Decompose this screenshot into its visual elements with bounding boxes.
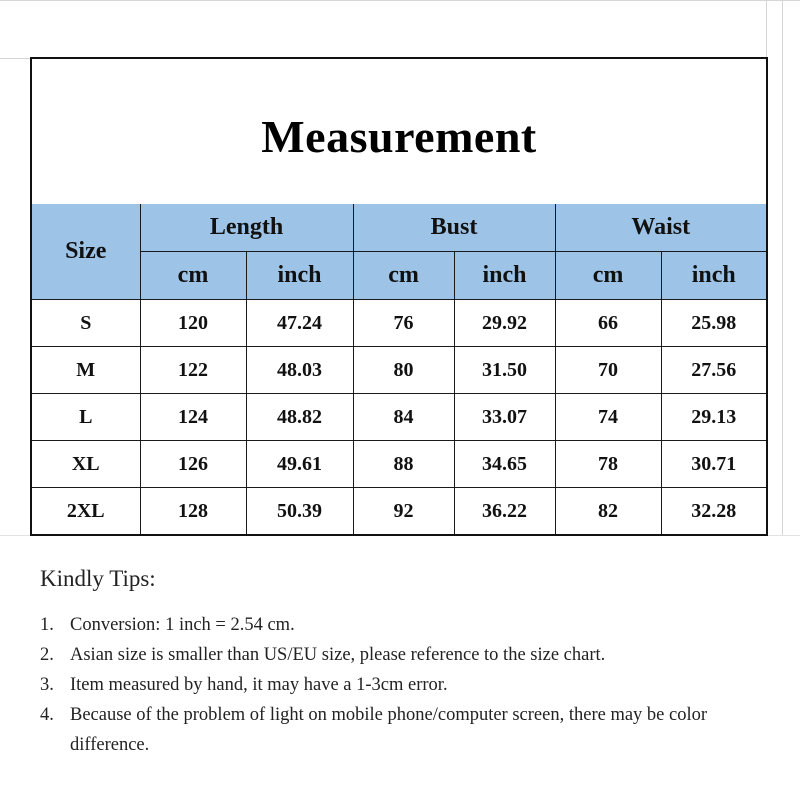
table-cell: 66 — [555, 300, 661, 347]
size-cell: 2XL — [32, 488, 140, 535]
table-cell: 76 — [353, 300, 454, 347]
length-header: Length — [140, 204, 353, 252]
unit-header: inch — [454, 252, 555, 300]
tips-heading: Kindly Tips: — [40, 566, 156, 591]
header-row-groups — [32, 204, 766, 252]
table-cell: 36.22 — [454, 488, 555, 535]
table-cell: 126 — [140, 441, 246, 488]
list-item — [40, 670, 780, 700]
table-cell: 88 — [353, 441, 454, 488]
table-cell: 124 — [140, 394, 246, 441]
measurement-chart — [30, 57, 768, 536]
table-cell: 49.61 — [246, 441, 353, 488]
table-cell: 84 — [353, 394, 454, 441]
table-row — [32, 347, 766, 394]
table-cell: 120 — [140, 300, 246, 347]
tip-text: Item measured by hand, it may have a 1-3cm error. — [70, 675, 448, 695]
guide-line — [782, 0, 783, 535]
table-row — [32, 441, 766, 488]
chart-title: Measurement — [261, 111, 537, 162]
table-row — [32, 394, 766, 441]
bust-header: Bust — [353, 204, 555, 252]
table-cell: 74 — [555, 394, 661, 441]
table-cell: 31.50 — [454, 347, 555, 394]
unit-header: cm — [555, 252, 661, 300]
table-cell: 70 — [555, 347, 661, 394]
table-cell: 34.65 — [454, 441, 555, 488]
size-table — [32, 204, 766, 534]
table-cell: 122 — [140, 347, 246, 394]
table-cell: 29.92 — [454, 300, 555, 347]
tip-text: Conversion: 1 inch = 2.54 cm. — [70, 615, 295, 635]
size-cell: M — [32, 347, 140, 394]
table-cell: 50.39 — [246, 488, 353, 535]
title-area — [32, 59, 766, 204]
size-header: Size — [32, 204, 140, 300]
table-row — [32, 300, 766, 347]
table-row — [32, 488, 766, 535]
guide-line — [0, 0, 800, 1]
header-row-units — [32, 252, 766, 300]
table-cell: 30.71 — [661, 441, 766, 488]
table-cell: 25.98 — [661, 300, 766, 347]
table-cell: 78 — [555, 441, 661, 488]
list-item — [40, 700, 780, 760]
table-cell: 29.13 — [661, 394, 766, 441]
unit-header: cm — [353, 252, 454, 300]
table-cell: 92 — [353, 488, 454, 535]
tip-number: 3. — [40, 675, 54, 695]
table-cell: 80 — [353, 347, 454, 394]
kindly-tips — [40, 566, 780, 760]
size-cell: S — [32, 300, 140, 347]
table-cell: 82 — [555, 488, 661, 535]
table-cell: 48.82 — [246, 394, 353, 441]
unit-header: cm — [140, 252, 246, 300]
tip-text: Because of the problem of light on mobile phone/computer screen, there may be color difference. — [70, 705, 708, 755]
tips-list — [40, 610, 780, 760]
size-cell: XL — [32, 441, 140, 488]
list-item — [40, 610, 780, 640]
guide-line — [0, 58, 30, 59]
size-cell: L — [32, 394, 140, 441]
list-item — [40, 640, 780, 670]
tip-text: Asian size is smaller than US/EU size, please reference to the size chart. — [70, 645, 606, 665]
tip-number: 2. — [40, 645, 54, 665]
table-cell: 32.28 — [661, 488, 766, 535]
table-cell: 27.56 — [661, 347, 766, 394]
unit-header: inch — [246, 252, 353, 300]
guide-line — [766, 0, 767, 58]
waist-header: Waist — [555, 204, 766, 252]
unit-header: inch — [661, 252, 766, 300]
table-cell: 47.24 — [246, 300, 353, 347]
table-cell: 128 — [140, 488, 246, 535]
table-cell: 33.07 — [454, 394, 555, 441]
table-cell: 48.03 — [246, 347, 353, 394]
tip-number: 4. — [40, 705, 54, 725]
tip-number: 1. — [40, 615, 54, 635]
